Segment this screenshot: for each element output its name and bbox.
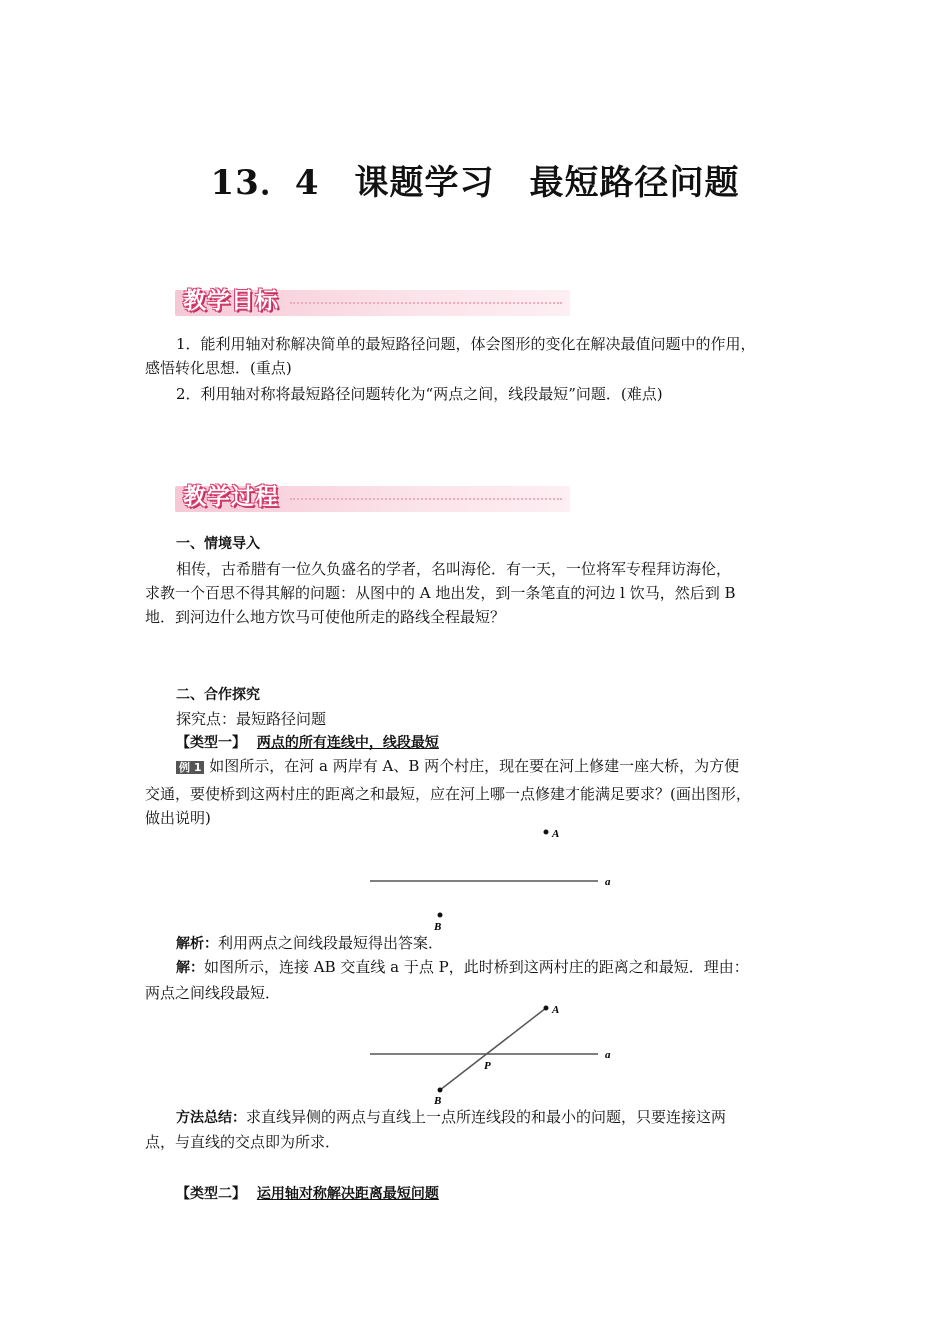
type-1-heading — [176, 731, 439, 755]
example-badge: 例 1 — [176, 761, 204, 774]
method-text-1: 求直线异侧的两点与直线上一点所连线段的和最小的问题，只要连接这两 — [246, 1108, 727, 1126]
goals-banner — [175, 282, 570, 316]
explore-point: 探究点：最短路径问题 — [176, 710, 327, 728]
process-banner — [175, 478, 570, 512]
intro-line-3: 地．到河边什么地方饮马可使他所走的路线全程最短？ — [145, 608, 506, 626]
solution-line-2: 两点之间线段最短． — [145, 984, 281, 1002]
segment-ab — [440, 1008, 546, 1090]
goal-1-line-1: 1．能利用轴对称解决简单的最短路径问题，体会图形的变化在解决最值问题中的作用， — [176, 335, 756, 353]
type-2-tag: 【类型二】 — [176, 1186, 246, 1202]
type-2-heading — [176, 1182, 439, 1206]
label-b: B — [434, 1095, 442, 1107]
goals-banner-label: 教学目标 — [183, 288, 279, 314]
process-banner-label: 教学过程 — [183, 484, 279, 510]
example-line-2: 交通，要使桥到这两村庄的距离之和最短，应在河上哪一点修建才能满足要求？(画出图形， — [145, 785, 751, 803]
solution-text-1: 如图所示，连接 AB 交直线 a 于点 P，此时桥到这两村庄的距离之和最短．理由： — [204, 958, 749, 976]
method-line-2: 点，与直线的交点即为所求． — [145, 1133, 341, 1151]
analysis-label: 解析： — [176, 936, 218, 952]
figure-river-villages — [360, 820, 630, 935]
label-b: B — [434, 921, 442, 933]
method-label: 方法总结： — [176, 1110, 246, 1126]
solution-label: 解： — [176, 960, 204, 976]
type-1-tag: 【类型一】 — [176, 735, 246, 751]
goal-2: 2．利用轴对称将最短路径问题转化为“两点之间，线段最短”问题．(难点) — [176, 385, 663, 403]
label-p: P — [484, 1060, 491, 1072]
analysis-line — [176, 931, 443, 956]
example-line-1 — [176, 754, 739, 778]
label-river-a: a — [605, 876, 611, 888]
point-b-dot — [438, 1088, 443, 1093]
type-1-title: 两点的所有连线中，线段最短 — [256, 735, 439, 751]
section-2-heading: 二、合作探究 — [176, 687, 260, 703]
figure-bridge-solution — [360, 996, 630, 1108]
solution-line-1 — [176, 955, 749, 980]
example-line-3: 做出说明) — [145, 809, 211, 827]
analysis-text: 利用两点之间线段最短得出答案． — [218, 934, 444, 952]
goal-1-line-2: 感悟转化思想．(重点) — [145, 359, 292, 377]
point-b-dot — [438, 913, 443, 918]
example-text-1: 如图所示，在河 a 两岸有 A、B 两个村庄，现在要在河上修建一座大桥，为方便 — [204, 757, 740, 775]
section-1-heading: 一、情境导入 — [176, 536, 260, 552]
method-line-1 — [176, 1105, 726, 1130]
label-river-a: a — [605, 1049, 611, 1061]
page-title: 13．4 课题学习 最短路径问题 — [210, 163, 740, 203]
intro-line-2: 求教一个百思不得其解的问题：从图中的 A 地出发，到一条笔直的河边 l 饮马，然后到 B — [145, 584, 736, 602]
label-a: A — [552, 828, 560, 840]
label-a: A — [552, 1004, 560, 1016]
point-a-dot — [544, 1006, 549, 1011]
point-a-dot — [544, 830, 549, 835]
intro-line-1: 相传，古希腊有一位久负盛名的学者，名叫海伦．有一天，一位将军专程拜访海伦， — [176, 560, 732, 578]
type-2-title: 运用轴对称解决距离最短问题 — [256, 1186, 439, 1202]
